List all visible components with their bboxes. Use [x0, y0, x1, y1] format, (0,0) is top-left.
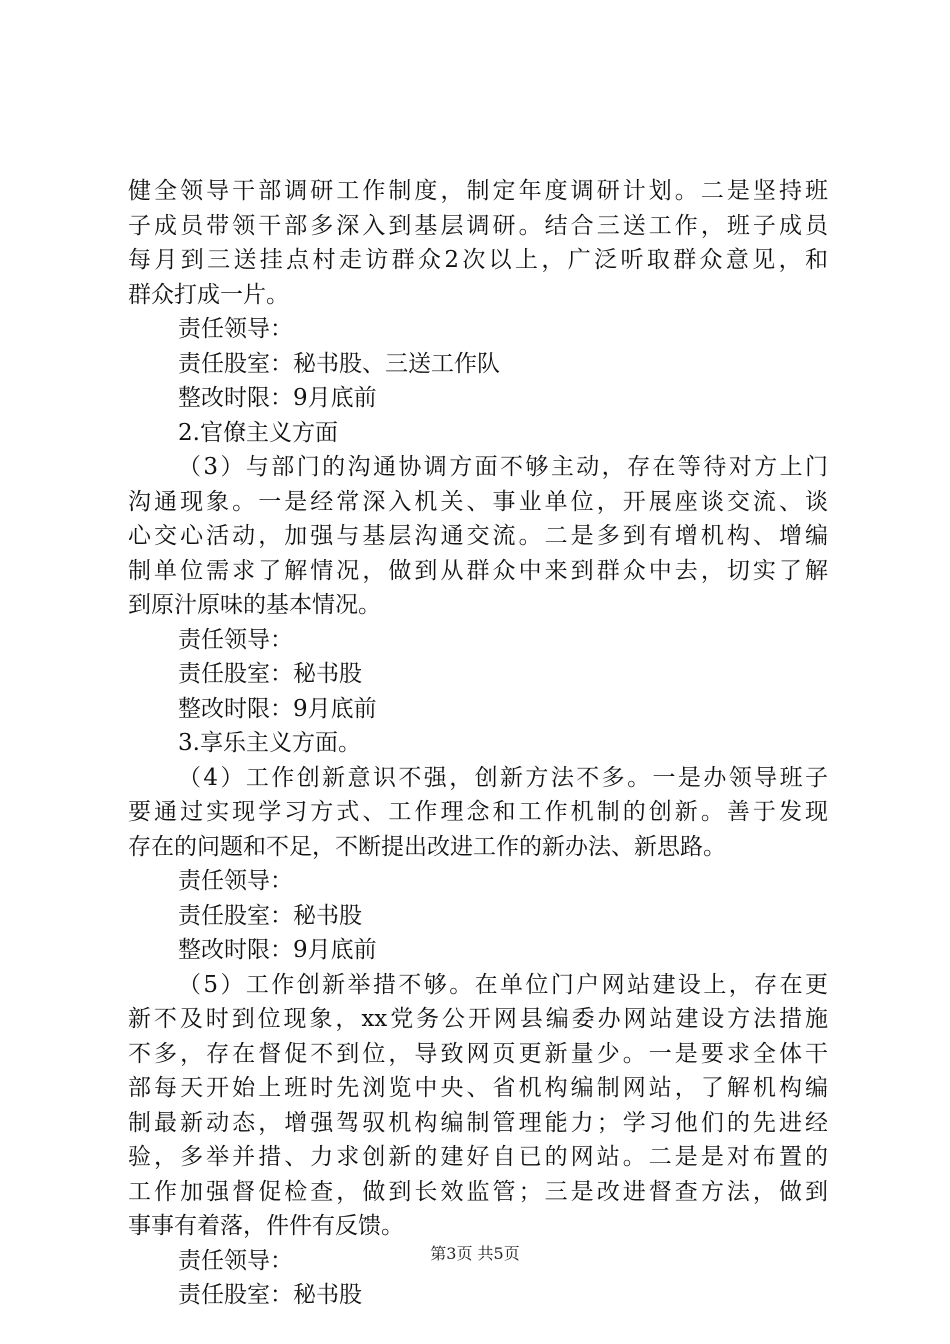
text-line: 健全领导干部调研工作制度，制定年度调研计划。二是坚持班 [128, 178, 828, 204]
text-line: 每月到三送挂点村走访群众2次以上，广泛听取群众意见，和 [128, 247, 828, 273]
document-body [128, 174, 828, 1313]
text-line: 3.享乐主义方面。 [178, 730, 361, 756]
text-line: 责任领导： [178, 316, 293, 342]
text-line: 整改时限：9月底前 [178, 695, 377, 722]
text-line: 制单位需求了解情况，做到从群众中来到群众中去，切实了解 [128, 557, 828, 584]
text-line: 制最新动态，增强驾驭机构编制管理能力；学习他们的先进经 [128, 1109, 828, 1136]
text-line: 心交心活动，加强与基层沟通交流。二是多到有增机构、增编 [128, 523, 828, 549]
text-line: 2.官僚主义方面 [178, 419, 338, 446]
text-line: （3）与部门的沟通协调方面不够主动，存在等待对方上门 [178, 454, 828, 480]
text-line: 责任领导： [178, 1247, 293, 1274]
text-line: 责任股室：秘书股 [178, 1282, 362, 1308]
text-line: 事事有着落，件件有反馈。 [128, 1213, 404, 1239]
text-line: 新不及时到位现象，xx党务公开网县编委办网站建设方法措施 [128, 1006, 828, 1032]
text-line: （5）工作创新举措不够。在单位门户网站建设上，存在更 [178, 971, 828, 998]
text-line: （4）工作创新意识不强，创新方法不多。一是办领导班子 [178, 764, 828, 791]
text-line: 责任股室：秘书股 [178, 902, 362, 929]
text-line: 责任股室：秘书股、三送工作队 [178, 350, 500, 377]
text-line: 验，多举并措、力求创新的建好自已的网站。二是是对布置的 [128, 1144, 828, 1170]
text-line: 责任股室：秘书股 [178, 661, 362, 687]
text-line: 部每天开始上班时先浏览中央、省机构编制网站，了解机构编 [128, 1075, 828, 1101]
text-line: 责任领导： [178, 626, 293, 653]
page-footer: 第3页 共5页 [430, 1244, 520, 1263]
text-line: 责任领导： [178, 868, 293, 894]
text-line: 整改时限：9月底前 [178, 385, 377, 411]
text-line: 要通过实现学习方式、工作理念和工作机制的创新。善于发现 [128, 799, 828, 825]
text-line: 工作加强督促检查，做到长效监管；三是改进督查方法，做到 [128, 1178, 828, 1205]
text-line: 整改时限：9月底前 [178, 937, 377, 963]
text-line: 存在的问题和不足，不断提出改进工作的新办法、新思路。 [128, 833, 726, 860]
text-line: 到原汁原味的基本情况。 [128, 592, 381, 618]
text-line: 群众打成一片。 [128, 281, 289, 308]
text-line: 沟通现象。一是经常深入机关、事业单位，开展座谈交流、谈 [128, 488, 828, 515]
text-line: 子成员带领干部多深入到基层调研。结合三送工作，班子成员 [128, 212, 828, 239]
text-line: 不多，存在督促不到位，导致网页更新量少。一是要求全体干 [128, 1040, 828, 1067]
